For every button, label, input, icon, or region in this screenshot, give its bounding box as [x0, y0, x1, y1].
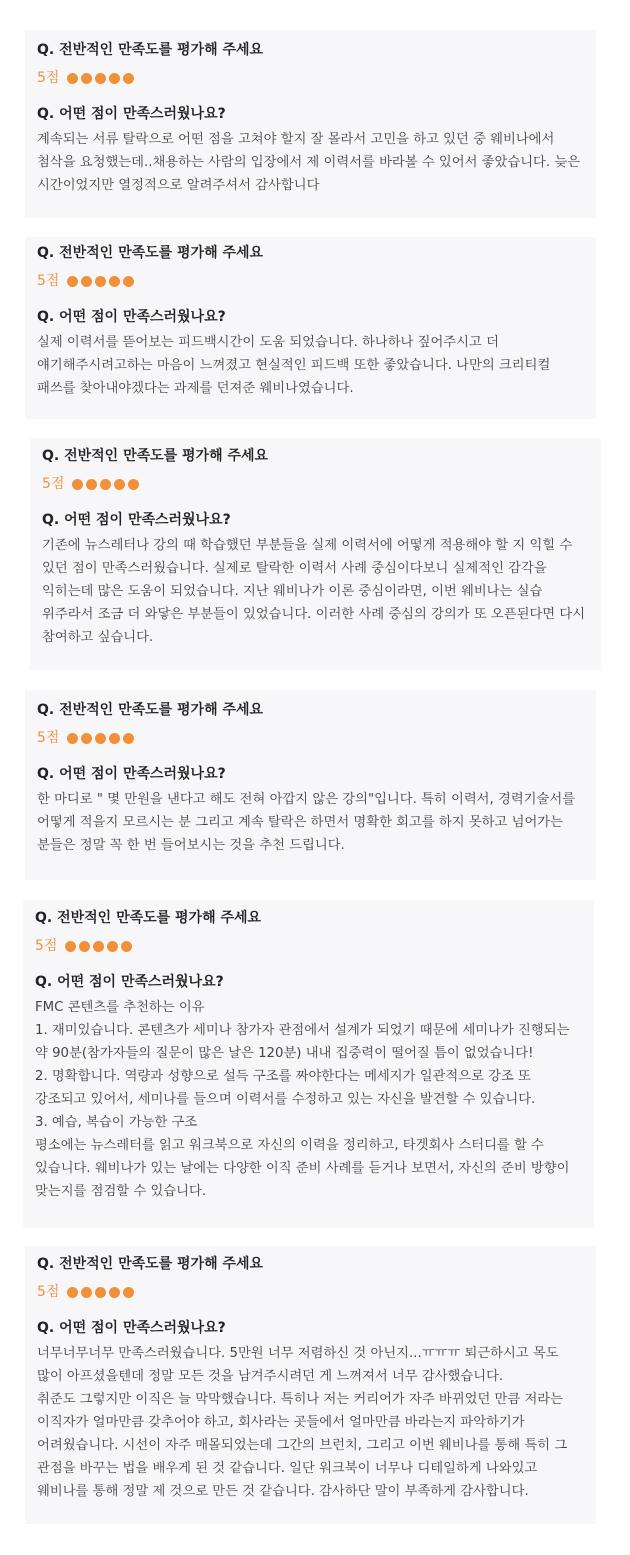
reason-question: Q. 어떤 점이 만족스러웠나요? — [35, 974, 224, 990]
rating-dots — [65, 941, 132, 952]
rating-dot-icon — [121, 941, 132, 952]
rating-dot-icon — [123, 73, 134, 84]
rating — [37, 271, 584, 291]
rating-dot-icon — [109, 73, 120, 84]
rating — [35, 936, 582, 956]
satisfaction-question: Q. 전반적인 만족도를 평가해 주세요 — [42, 448, 269, 464]
rating-dot-icon — [67, 733, 78, 744]
satisfaction-question: Q. 전반적인 만족도를 평가해 주세요 — [37, 42, 264, 58]
review-answer: FMC 콘텐츠를 추천하는 이유 1. 재미있습니다. 콘텐츠가 세미나 참가자 관점에서 설계가 되었기 때문에 세미나가 진행되는 약 90분(참가자들의 질문이 많은 날은 120분) 내내 집중력이 떨어질 틈이 없었습니다! 2. 명확합니다. 역량과 성향으로 설득 구조를 짜야한다는 메세지가 일관적으로 강조 또 강조되고 있어서, 세미나를 들으며 이력서를 수정하고 있는 자신을 발견할 수 있습니다. 3. 예습, 복습이 가능한 구조 평소에는 뉴스레터를 읽고 워크북으로 자신의 이력을 정리하고, 타겟회사 스터디를 할 수 있습니다. 웨비나가 있는 날에는 다양한 이직 준비 사례를 듣거나 보면서, 자신의 준비 방향이 맞는지를 점검할 수 있습니다. — [35, 1000, 570, 1199]
rating-dot-icon — [79, 941, 90, 952]
rating-score: 5점 — [42, 476, 65, 492]
rating-dot-icon — [95, 73, 106, 84]
rating-dot-icon — [95, 733, 106, 744]
review-answer: 실제 이력서를 뜯어보는 피드백시간이 도움 되었습니다. 하나하나 짚어주시고 더 얘기해주시려고하는 마음이 느껴졌고 현실적인 피드백 또한 좋았습니다. 나만의 크리티컬 패쓰를 찾아내야겠다는 과제를 던져준 웨비나였습니다. — [37, 335, 555, 396]
rating-dots — [67, 1287, 134, 1298]
rating-dot-icon — [109, 733, 120, 744]
rating — [37, 728, 584, 748]
review-card — [25, 690, 596, 880]
rating-dot-icon — [100, 479, 111, 490]
review-card — [25, 30, 596, 218]
rating-dot-icon — [123, 733, 134, 744]
rating-dot-icon — [65, 941, 76, 952]
rating-score: 5점 — [37, 70, 60, 86]
rating-dot-icon — [81, 1287, 92, 1298]
rating-dot-icon — [107, 941, 118, 952]
rating-dot-icon — [109, 1287, 120, 1298]
reason-question: Q. 어떤 점이 만족스러웠나요? — [37, 309, 226, 325]
review-answer: 한 마디로 " 몇 만원을 낸다고 해도 전혀 아깝지 않은 강의"입니다. 특히 이력서, 경력기술서를 어떻게 적을지 모르시는 분 그리고 계속 탈락은 하면서 명확한 회고를 하지 못하고 넘어가는 분들은 정말 꼭 한 번 들어보시는 것을 추천 드립니다. — [37, 792, 580, 853]
reason-question: Q. 어떤 점이 만족스러웠나요? — [42, 512, 231, 528]
review-card — [25, 237, 596, 419]
rating-dot-icon — [81, 73, 92, 84]
rating-dots — [67, 73, 134, 84]
rating-dot-icon — [128, 479, 139, 490]
rating-dot-icon — [114, 479, 125, 490]
rating-dot-icon — [86, 479, 97, 490]
rating — [37, 68, 584, 88]
rating-score: 5점 — [37, 730, 60, 746]
review-card — [30, 438, 601, 670]
rating-score: 5점 — [37, 1284, 60, 1300]
satisfaction-question: Q. 전반적인 만족도를 평가해 주세요 — [37, 245, 264, 261]
review-answer: 기존에 뉴스레터나 강의 때 학습했던 부분들을 실제 이력서에 어떻게 적용해야 할 지 익힐 수 있던 점이 만족스러웠습니다. 실제로 탈락한 이력서 사례 중심이다보니 실제적인 감각을 익히는데 많은 도움이 되었습니다. 지난 웨비나가 이론 중심이라면, 이번 웨비나는 실습 위주라서 조금 더 와닿은 부분들이 있었습니다. 이러한 사례 중심의 강의가 또 오픈된다면 다시 참여하고 싶습니다. — [42, 538, 590, 645]
rating-dot-icon — [93, 941, 104, 952]
rating-dot-icon — [67, 276, 78, 287]
rating-dot-icon — [67, 1287, 78, 1298]
rating-score: 5점 — [35, 938, 58, 954]
rating-dot-icon — [81, 276, 92, 287]
review-answer: 계속되는 서류 탈락으로 어떤 점을 고쳐야 할지 잘 몰라서 고민을 하고 있던 중 웨비나에서 첨삭을 요청했는데..채용하는 사람의 입장에서 제 이력서를 바라볼 수 있어서 좋았습니다. 늦은 시간이었지만 열정적으로 알려주셔서 감사합니다 — [37, 132, 585, 193]
satisfaction-question: Q. 전반적인 만족도를 평가해 주세요 — [37, 1256, 264, 1272]
rating-dot-icon — [123, 1287, 134, 1298]
review-card — [25, 1246, 596, 1524]
rating-dots — [67, 276, 134, 287]
rating-score: 5점 — [37, 273, 60, 289]
rating-dots — [67, 733, 134, 744]
rating-dot-icon — [95, 1287, 106, 1298]
reason-question: Q. 어떤 점이 만족스러웠나요? — [37, 766, 226, 782]
review-card — [23, 900, 594, 1228]
review-answer: 너무너무너무 만족스러웠습니다. 5만원 너무 저렴하신 것 아닌지...ㅠㅠㅠ 퇴근하시고 목도 많이 아프셨을텐데 정말 모든 것을 남겨주시려던 게 느껴져서 너무 감사했습니다. 취준도 그렇지만 이직은 늘 막막했습니다. 특히나 저는 커리어가 자주 바뀌었던 만큼 저라는 이직자가 얼마만큼 갖추어야 하고, 회사라는 곳들에서 얼마만큼 바라는지 파악하기가 어려웠습니다. 시선이 자주 매몰되었는데 그간의 브런치, 그리고 이번 웨비나를 통해 특히 그 관점을 바꾸는 법을 배우게 된 것 같습니다. 일단 워크북이 너무나 디테일하게 나와있고 웨비나를 통해 정말 제 것으로 만든 것 같습니다. 감사하단 말이 부족하게 감사합니다. — [37, 1346, 568, 1499]
rating — [37, 1282, 584, 1302]
rating-dot-icon — [109, 276, 120, 287]
reason-question: Q. 어떤 점이 만족스러웠나요? — [37, 1320, 226, 1336]
rating-dot-icon — [72, 479, 83, 490]
rating-dot-icon — [67, 73, 78, 84]
reason-question: Q. 어떤 점이 만족스러웠나요? — [37, 106, 226, 122]
rating-dot-icon — [81, 733, 92, 744]
rating — [42, 474, 589, 494]
satisfaction-question: Q. 전반적인 만족도를 평가해 주세요 — [37, 702, 264, 718]
rating-dots — [72, 479, 139, 490]
rating-dot-icon — [95, 276, 106, 287]
rating-dot-icon — [123, 276, 134, 287]
satisfaction-question: Q. 전반적인 만족도를 평가해 주세요 — [35, 910, 262, 926]
